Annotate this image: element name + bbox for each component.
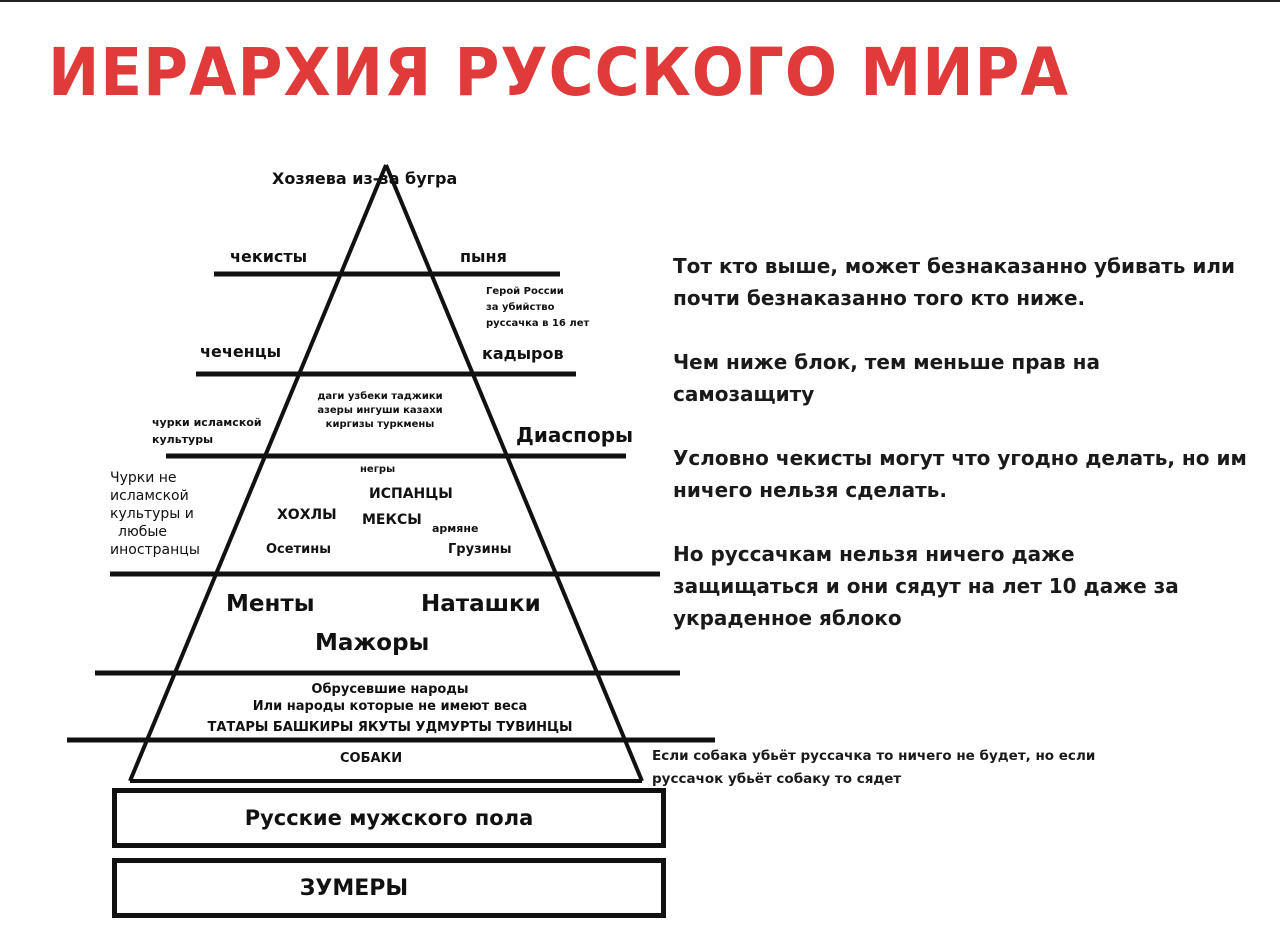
russian-men-label: Русские мужского пола <box>244 806 534 830</box>
hero-note-line: за убийство <box>486 302 555 313</box>
russian-men-box <box>112 788 666 848</box>
chekisty-label: чекисты <box>230 247 308 266</box>
menty-label: Менты <box>226 591 315 617</box>
churki-non-islam-line: культуры и <box>110 506 194 522</box>
hero-note-line: Герой России <box>486 286 564 297</box>
zoomers-label: ЗУМЕРЫ <box>299 875 409 901</box>
note-self-defense: Чем ниже блок, тем меньше прав на самозащиту <box>673 350 1100 406</box>
armyane-label: армяне <box>432 522 479 535</box>
note-chekisty: Условно чекисты могут что угодно делать, но им ничего нельзя сделать. <box>673 446 1247 502</box>
russified-line: Обрусевшие народы <box>311 682 469 697</box>
pynya-label: пыня <box>460 247 507 266</box>
negry-label: негры <box>360 464 396 475</box>
hohly-label: ХОХЛЫ <box>277 507 337 523</box>
churki-non-islam-label <box>110 469 200 559</box>
diaspora-line: киргизы туркмены <box>325 419 435 430</box>
churki-non-islam-line: исламской <box>110 488 189 504</box>
apex-label: Хозяева из-за бугра <box>272 169 458 188</box>
dog-note: Если собака убьёт руссачка то ничего не будет, но если руссачок убьёт собаку то сядет <box>652 748 1096 787</box>
churki-islam-line: чурки исламской <box>152 416 262 429</box>
note-russachki: Но руссачкам нельзя ничего даже защищаться и они сядут на лет 10 даже за украденное яблоко <box>673 542 1179 630</box>
churki-non-islam-line: Чурки не <box>110 470 177 486</box>
hero-note-line: руссачка в 16 лет <box>486 318 590 329</box>
zoomers-box <box>112 858 666 918</box>
churki-non-islam-line: иностранцы <box>110 542 200 558</box>
churki-islam-label <box>152 414 262 448</box>
osetiny-label: Осетины <box>266 542 331 557</box>
gruziny-label: Грузины <box>448 542 512 557</box>
chechency-label: чеченцы <box>200 342 282 361</box>
churki-islam-line: культуры <box>152 433 214 446</box>
diaspory-label: Диаспоры <box>516 423 634 447</box>
diaspora-peoples <box>300 390 460 432</box>
russified-line: Или народы которые не имеют веса <box>252 699 528 714</box>
diaspora-line: азеры ингуши казахи <box>317 405 443 416</box>
russified-line: ТАТАРЫ БАШКИРЫ ЯКУТЫ УДМУРТЫ ТУВИНЦЫ <box>207 720 573 735</box>
diaspora-line: даги узбеки таджики <box>317 391 443 402</box>
meksy-label: МЕКСЫ <box>362 512 422 528</box>
churki-non-islam-line: любые <box>118 524 168 540</box>
ispancy-label: ИСПАНЦЫ <box>369 486 453 502</box>
hero-note <box>486 284 589 332</box>
dogs-label: СОБАКИ <box>340 751 403 766</box>
russified-peoples <box>200 681 580 736</box>
page-title: ИЕРАРХИЯ РУССКОГО МИРА <box>48 34 1069 111</box>
note-kill-below: Тот кто выше, может безнаказанно убивать или почти безнаказанно того кто ниже. <box>673 254 1236 310</box>
kadyrov-label: кадыров <box>482 344 564 363</box>
natashki-label: Наташки <box>421 591 541 617</box>
mazhory-label: Мажоры <box>315 630 430 656</box>
